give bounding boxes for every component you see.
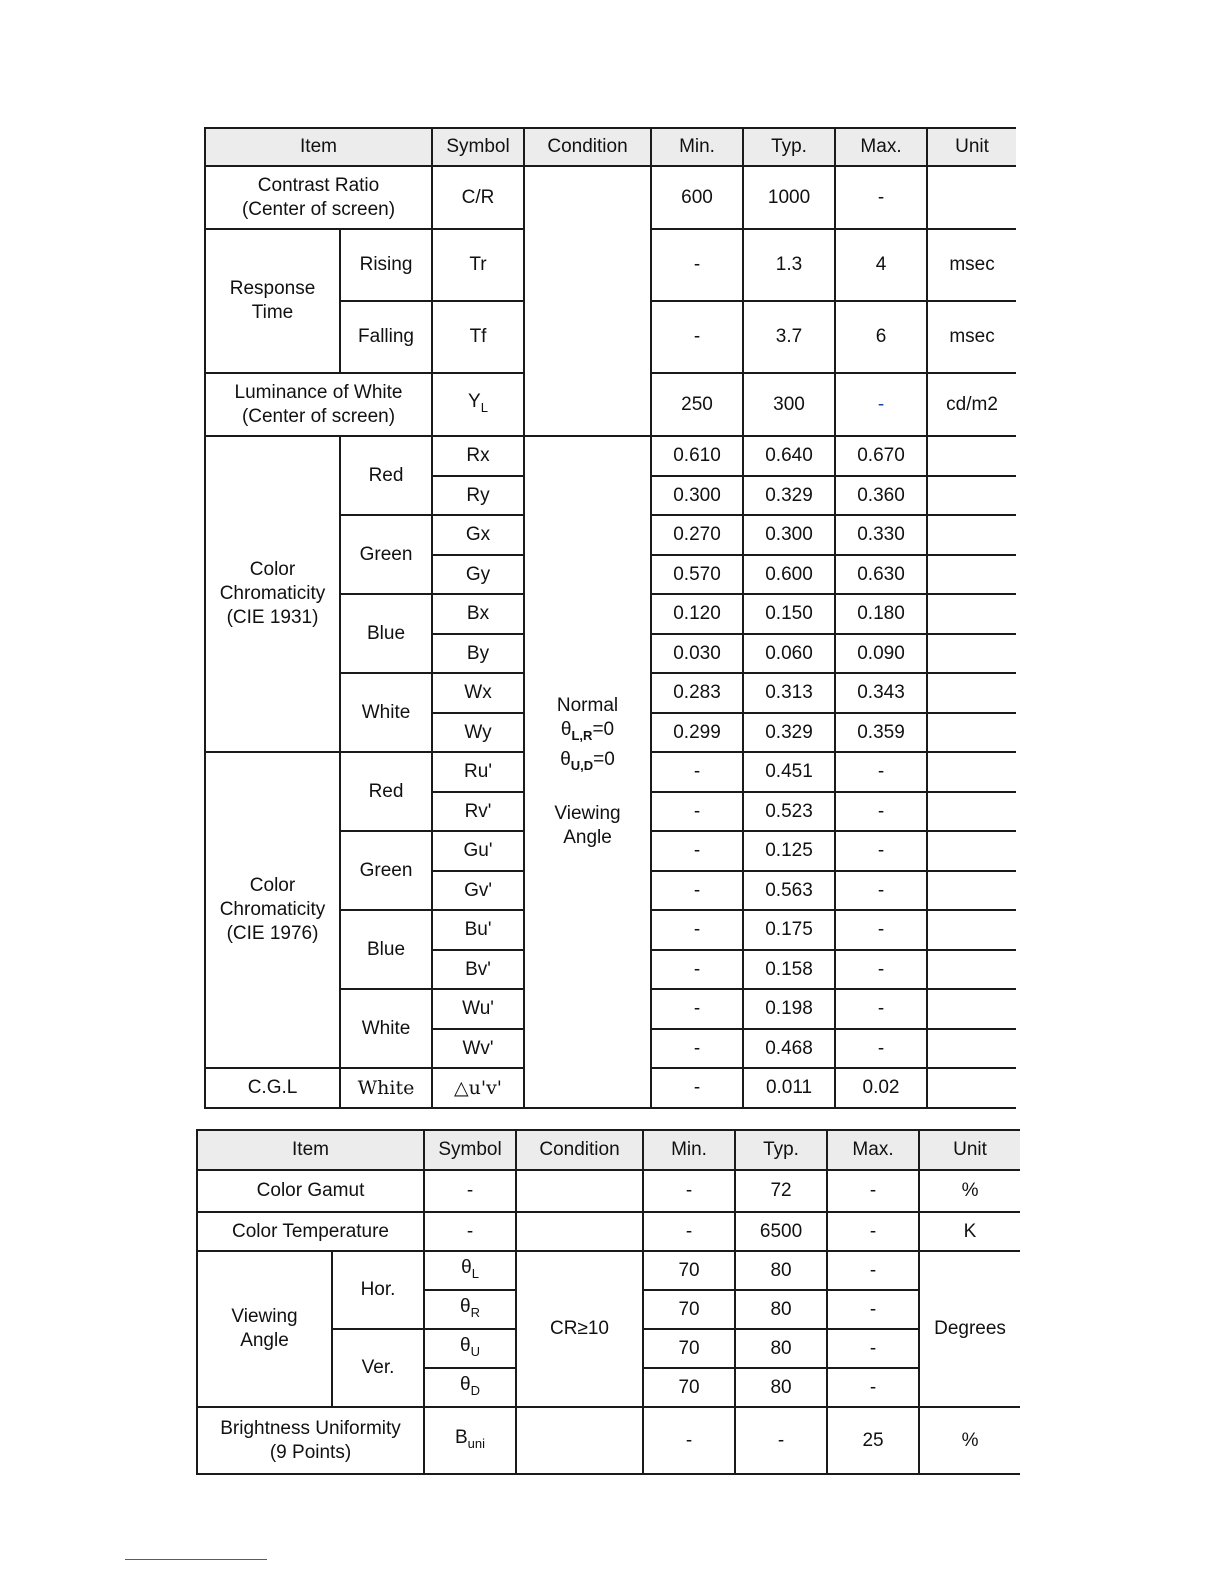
max-cell: - (835, 871, 927, 910)
color-green: Green (340, 515, 432, 594)
min-cell: - (643, 1212, 735, 1251)
symbol-cell: Bv' (432, 950, 524, 989)
symbol-cell: $B_{uni}$ (424, 1407, 516, 1474)
item-response-time: Response Time (205, 229, 340, 373)
item-cgl: C.G.L (205, 1068, 340, 1108)
unit-cell (927, 1029, 1016, 1068)
typ-cell: 0.451 (743, 752, 835, 792)
unit-cell (927, 871, 1016, 910)
table-row (197, 1251, 1020, 1290)
table-header-row (205, 128, 1016, 166)
typ-cell: 0.600 (743, 555, 835, 594)
symbol-cell: Tf (432, 301, 524, 373)
condition-cell (516, 1407, 643, 1474)
color-green: Green (340, 831, 432, 910)
header-unit: Unit (927, 128, 1016, 166)
header-typ: Typ. (743, 128, 835, 166)
typ-cell: 80 (735, 1368, 827, 1407)
item-contrast-ratio: Contrast Ratio (Center of screen) (205, 166, 432, 229)
min-cell: - (651, 752, 743, 792)
unit-cell: % (919, 1407, 1020, 1474)
unit-cell (927, 950, 1016, 989)
min-cell: 0.283 (651, 673, 743, 713)
symbol-cell: Bx (432, 594, 524, 634)
min-cell: - (651, 229, 743, 301)
typ-cell: 1.3 (743, 229, 835, 301)
max-cell: 0.360 (835, 476, 927, 515)
unit-cell (927, 713, 1016, 752)
condition-cell (516, 1212, 643, 1251)
item-cie1931: Color Chromaticity (CIE 1931) (205, 436, 340, 752)
typ-cell: 80 (735, 1329, 827, 1368)
typ-cell: 0.125 (743, 831, 835, 871)
max-cell: - (835, 166, 927, 229)
unit-cell (927, 673, 1016, 713)
max-cell: 25 (827, 1407, 919, 1474)
unit-cell (927, 515, 1016, 555)
max-cell: - (827, 1368, 919, 1407)
max-cell: - (827, 1212, 919, 1251)
header-unit: Unit (919, 1130, 1020, 1170)
min-cell: - (651, 1068, 743, 1108)
typ-cell: 0.329 (743, 713, 835, 752)
condition-normal-viewing: Normal $\theta_{L,R}=0$ $\theta_{U,D}=0$ Viewing Angle (524, 436, 651, 1108)
symbol-cell: Wx (432, 673, 524, 713)
unit-degrees: Degrees (919, 1251, 1020, 1407)
color-red: Red (340, 752, 432, 831)
typ-cell: 6500 (735, 1212, 827, 1251)
max-cell: - (835, 752, 927, 792)
max-cell: 4 (835, 229, 927, 301)
item-viewing-angle: Viewing Angle (197, 1251, 332, 1407)
unit-cell (927, 1068, 1016, 1108)
max-cell: - (835, 989, 927, 1029)
max-cell: 0.359 (835, 713, 927, 752)
typ-cell: 1000 (743, 166, 835, 229)
typ-cell: 0.468 (743, 1029, 835, 1068)
max-cell: - (835, 910, 927, 950)
typ-cell: 0.150 (743, 594, 835, 634)
symbol-cell: Ry (432, 476, 524, 515)
unit-cell (927, 166, 1016, 229)
unit-cell (927, 436, 1016, 476)
max-cell: - (835, 950, 927, 989)
symbol-cell: $\theta_L$ (424, 1251, 516, 1290)
optical-spec-table-2 (196, 1129, 1020, 1475)
sub-item-falling: Falling (340, 301, 432, 373)
max-cell: 0.02 (835, 1068, 927, 1108)
max-cell: - (827, 1170, 919, 1212)
header-min: Min. (651, 128, 743, 166)
unit-cell (927, 989, 1016, 1029)
unit-cell (927, 752, 1016, 792)
header-max: Max. (835, 128, 927, 166)
symbol-cell: - (424, 1170, 516, 1212)
symbol-cell: Gy (432, 555, 524, 594)
max-cell: - (827, 1290, 919, 1329)
header-max: Max. (827, 1130, 919, 1170)
color-white: White (340, 989, 432, 1068)
color-white: White (340, 1068, 432, 1108)
header-min: Min. (643, 1130, 735, 1170)
min-cell: - (651, 792, 743, 831)
unit-cell: msec (927, 301, 1016, 373)
typ-cell: 3.7 (743, 301, 835, 373)
unit-cell (927, 910, 1016, 950)
unit-cell (927, 594, 1016, 634)
symbol-cell: Gx (432, 515, 524, 555)
footnote-separator (125, 1559, 267, 1560)
max-cell: - (835, 373, 927, 436)
color-blue: Blue (340, 594, 432, 673)
symbol-cell: Wy (432, 713, 524, 752)
sub-item-vertical: Ver. (332, 1329, 424, 1407)
condition-cell-empty (524, 166, 651, 436)
max-cell: 6 (835, 301, 927, 373)
typ-cell: 72 (735, 1170, 827, 1212)
typ-cell: 0.011 (743, 1068, 835, 1108)
table-row (197, 1407, 1020, 1474)
header-symbol: Symbol (432, 128, 524, 166)
symbol-cell: $Y_L$ (432, 373, 524, 436)
typ-cell: 0.158 (743, 950, 835, 989)
item-color-temperature: Color Temperature (197, 1212, 424, 1251)
typ-cell: 300 (743, 373, 835, 436)
max-cell: 0.670 (835, 436, 927, 476)
min-cell: - (651, 871, 743, 910)
symbol-cell: Tr (432, 229, 524, 301)
typ-cell: 0.198 (743, 989, 835, 1029)
header-symbol: Symbol (424, 1130, 516, 1170)
unit-cell: msec (927, 229, 1016, 301)
max-cell: - (835, 792, 927, 831)
unit-cell: % (919, 1170, 1020, 1212)
item-cie1976: Color Chromaticity (CIE 1976) (205, 752, 340, 1068)
header-condition: Condition (524, 128, 651, 166)
condition-cr: CR≥10 (516, 1251, 643, 1407)
min-cell: - (651, 301, 743, 373)
min-cell: 0.300 (651, 476, 743, 515)
unit-cell: K (919, 1212, 1020, 1251)
typ-cell: - (735, 1407, 827, 1474)
table-row (197, 1170, 1020, 1212)
max-cell: - (827, 1329, 919, 1368)
typ-cell: 0.175 (743, 910, 835, 950)
min-cell: 70 (643, 1290, 735, 1329)
min-cell: 0.299 (651, 713, 743, 752)
header-item: Item (205, 128, 432, 166)
table-header-row (197, 1130, 1020, 1170)
min-cell: - (651, 950, 743, 989)
max-cell: 0.090 (835, 634, 927, 673)
table-row (205, 166, 1016, 229)
symbol-cell: △u'v' (432, 1068, 524, 1108)
table-row (205, 436, 1016, 476)
typ-cell: 80 (735, 1251, 827, 1290)
optical-spec-table-1 (204, 127, 1016, 1109)
min-cell: 70 (643, 1368, 735, 1407)
unit-cell (927, 634, 1016, 673)
unit-cell (927, 792, 1016, 831)
color-white: White (340, 673, 432, 752)
max-cell: 0.330 (835, 515, 927, 555)
typ-cell: 0.563 (743, 871, 835, 910)
symbol-cell: Rx (432, 436, 524, 476)
unit-cell (927, 831, 1016, 871)
condition-cell (516, 1170, 643, 1212)
min-cell: - (643, 1170, 735, 1212)
min-cell: 70 (643, 1251, 735, 1290)
color-red: Red (340, 436, 432, 515)
sub-item-rising: Rising (340, 229, 432, 301)
min-cell: 0.120 (651, 594, 743, 634)
table-row (197, 1212, 1020, 1251)
max-cell: - (835, 1029, 927, 1068)
min-cell: 70 (643, 1329, 735, 1368)
min-cell: - (651, 989, 743, 1029)
typ-cell: 80 (735, 1290, 827, 1329)
max-cell: - (827, 1251, 919, 1290)
min-cell: - (643, 1407, 735, 1474)
max-cell: 0.343 (835, 673, 927, 713)
item-brightness-uniformity: Brightness Uniformity (9 Points) (197, 1407, 424, 1474)
unit-cell: cd/m2 (927, 373, 1016, 436)
max-cell: - (835, 831, 927, 871)
symbol-cell: Gu' (432, 831, 524, 871)
typ-cell: 0.060 (743, 634, 835, 673)
symbol-cell: Bu' (432, 910, 524, 950)
symbol-cell: Gv' (432, 871, 524, 910)
sub-item-horizontal: Hor. (332, 1251, 424, 1329)
symbol-cell: By (432, 634, 524, 673)
symbol-cell: Wu' (432, 989, 524, 1029)
min-cell: 0.270 (651, 515, 743, 555)
typ-cell: 0.329 (743, 476, 835, 515)
symbol-cell: Wv' (432, 1029, 524, 1068)
item-luminance-white: Luminance of White (Center of screen) (205, 373, 432, 436)
min-cell: - (651, 831, 743, 871)
symbol-cell: Ru' (432, 752, 524, 792)
min-cell: 0.570 (651, 555, 743, 594)
min-cell: 600 (651, 166, 743, 229)
symbol-cell: $\theta_U$ (424, 1329, 516, 1368)
min-cell: 0.610 (651, 436, 743, 476)
symbol-cell: - (424, 1212, 516, 1251)
header-condition: Condition (516, 1130, 643, 1170)
min-cell: 250 (651, 373, 743, 436)
symbol-cell: Rv' (432, 792, 524, 831)
item-color-gamut: Color Gamut (197, 1170, 424, 1212)
header-item: Item (197, 1130, 424, 1170)
max-cell: 0.630 (835, 555, 927, 594)
typ-cell: 0.313 (743, 673, 835, 713)
color-blue: Blue (340, 910, 432, 989)
symbol-cell: C/R (432, 166, 524, 229)
min-cell: - (651, 910, 743, 950)
symbol-cell: $\theta_D$ (424, 1368, 516, 1407)
min-cell: 0.030 (651, 634, 743, 673)
unit-cell (927, 476, 1016, 515)
typ-cell: 0.523 (743, 792, 835, 831)
max-cell: 0.180 (835, 594, 927, 634)
symbol-cell: $\theta_R$ (424, 1290, 516, 1329)
min-cell: - (651, 1029, 743, 1068)
typ-cell: 0.300 (743, 515, 835, 555)
header-typ: Typ. (735, 1130, 827, 1170)
typ-cell: 0.640 (743, 436, 835, 476)
unit-cell (927, 555, 1016, 594)
